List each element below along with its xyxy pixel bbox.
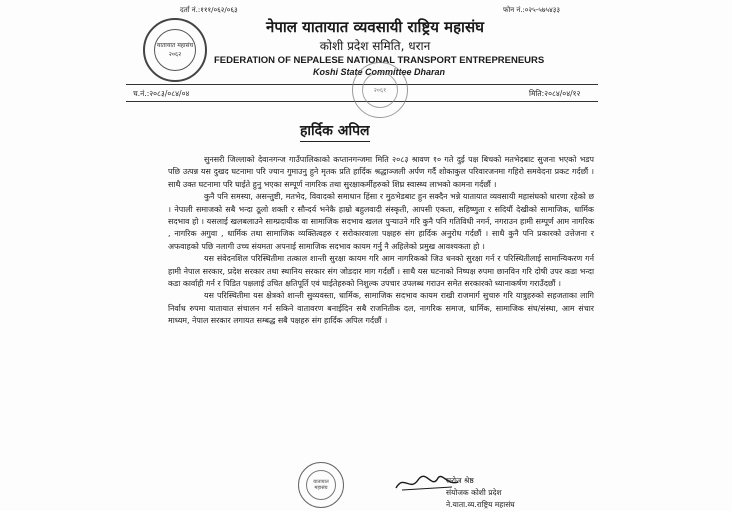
logo-label: यातायात महासंघ	[156, 42, 194, 49]
letter-date: मिति:२०८४/०४/१२	[529, 89, 581, 98]
signature-stamp-label: यातायात महासंघ	[313, 479, 329, 491]
office-round-stamp	[352, 62, 408, 118]
org-name-nepali: नेपाल यातायात व्यवसायी राष्ट्रिय महासंघ	[266, 18, 484, 36]
phone-number: फोन नं.:०२५-५७५४३३	[503, 6, 561, 14]
signatory-organization: ने.याता.व्य.राष्ट्रिय महासंघ	[446, 500, 515, 509]
reference-number: च.नं.:२०८३/०८४/०४	[133, 89, 190, 98]
paragraph-demand: यस संवेदनशिल परिस्थितीमा तत्काल शान्ती सुरक्षा कायम गरि आम नागरिकको जिउ धनको सुरक्षा गर्न र परिस्थितीलाई सामान्यिकरण गर्न हामी नेपाल सरकार, प्रदेश सरकार तथा स्थानिय सरकार संग जोडदार माग गर्दछौं । साथै यस घटनाको निष्पक्ष रुपमा छानविन गरि दोषी उपर कडा भन्दा कडा कार्वाही गर्न र पिडित पक्षलाई उचित क्षतिपूर्ति एवं घाईतेहरुको निशुल्क उपचार उपलब्ध गराउन समेत सरकारको ध्यानाकर्षण गराउँदछौं ।	[168, 254, 594, 289]
federation-logo-seal	[143, 18, 207, 82]
signatory-name: सरोज श्रेष्ठ	[446, 476, 474, 485]
org-name-english: FEDERATION OF NEPALESE NATIONAL TRANSPORT ENTREPRENEURS	[214, 55, 545, 66]
paragraph-appeal: यस परिस्थितीमा यस क्षेत्रको शान्ती सुव्यवस्ता, धार्मिक, सामाजिक सदभाव कायम राखी राजमार्ग सुचारु गरि यात्रुहरुको सहजताका लागि निर्वाध रुपमा यातायात संचालन गर्न सकिने वातावरण बनाईदिन सबै राजनितीक दल, नागरिक समाज, धार्मिक, सामाजिक संघ/संस्था, आम संचार माध्यम, नेपाल सरकार लगायत सम्बद्ध सबै पक्षहरु संग हार्दिक अपिल गर्दछौं ।	[168, 291, 594, 326]
registration-number: दर्ता नं.:१११/०६२/०६३	[180, 6, 238, 14]
paragraph-condolence: सुनसरी जिल्लाको देवानगन्ज गाउँपालिकाको कप्तानगन्जमा मिति २०८३ श्रावण १० गते दुई पक्ष बिचको मतभेदबाट सुजना भएको भडप पछि उत्पन्न यस दुखद घटनामा परि ज्यान गुमाउनु हुने मृतक प्रति हार्दिक श्रद्धाञ्जली अर्पण गर्दै शोकाकुल परिवारजनमा गहिरो समवेदना प्रकट गर्दछौं । साथै उक्त घटनामा परि घाईते हुनु भएका सम्पूर्ण नागरिक तथा सुरक्षाकर्मीहरुको शिघ्र स्वास्थ्य लाभको कामना गर्दछौं ।	[168, 155, 594, 189]
committee-name-english: Koshi State Committee Dharan	[312, 67, 446, 77]
paragraph-harmony: कुनै पनि समस्या, असन्तुष्टी, मतभेद, विवादको समाधान हिंसा र मुठभेडबाट हुन सक्दैन भन्ने यातायात व्यवसायी महासंघको धारणा रहेको छ । नेपाली समाजको सबै भन्दा ठूलो शक्ती र सौन्दर्य भनेकै हाम्रो बहुलवादी संस्कृती, आपसी एकता, सहिष्णुता र सदियौं देखीको सामाजिक, धार्मिक सदभाव हो । यसलाई खलबलाउने साम्प्रदायीक वा सामाजिक सदभाव खलल पुऱ्याउने गरि कुनै पनि गतिविधी नगर्न, नगराउन हामी सम्पूर्ण आम नागरिक , नागरिक अगुवा , धार्मिक तथा सामाजिक व्यक्तित्वहरु र सरोकारवाला पक्षहरु संग हार्दिक अनुरोध गर्दछौं । साथै कुनै पनि प्रकारको उत्तेजना र अफवाहको पछि नलागी उच्च संयमता अपनाई सामाजिक सदभाव कायम गर्नु नै अहिलेको प्रमुख आवश्यकता हो ।	[168, 192, 594, 251]
logo-year: २०६२	[168, 51, 182, 58]
signature-stamp	[298, 462, 344, 508]
committee-name-nepali: कोशी प्रदेश समिति, धरान	[319, 39, 431, 53]
signatory-title: संयोजक कोशी प्रदेश	[446, 488, 502, 497]
stamp-year: २०६१	[373, 87, 387, 94]
appeal-body	[168, 154, 594, 328]
document-title: हार्दिक अपिल	[300, 121, 370, 142]
